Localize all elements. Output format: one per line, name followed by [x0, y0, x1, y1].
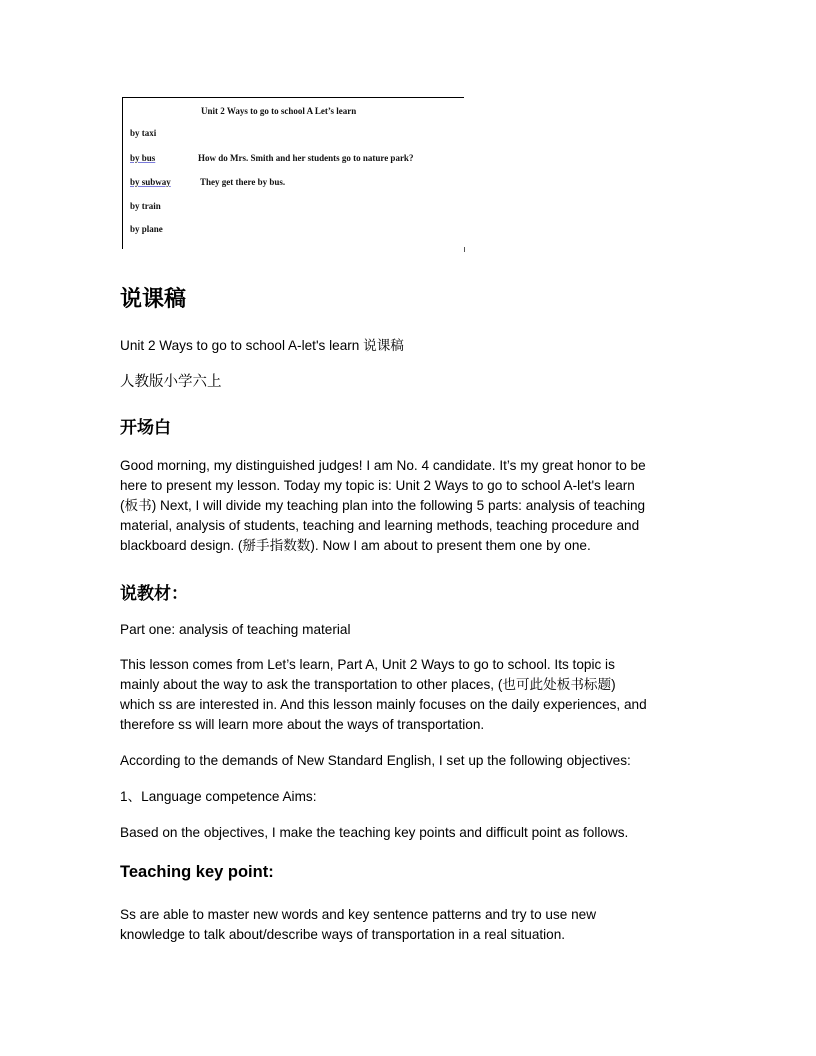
key-point-heading: Teaching key point:	[120, 863, 274, 881]
board-answer: They get there by bus.	[200, 177, 286, 187]
opening-line: Good morning, my distinguished judges! I am No. 4 candidate. It’s my great honor to be	[120, 458, 646, 473]
publisher-line: 人教版小学六上	[120, 374, 222, 390]
blackboard-design-image	[122, 97, 466, 253]
opening-line: material, analysis of students, teaching and learning methods, teaching procedure and	[120, 518, 640, 533]
lesson-line: therefore ss will learn more about the ways of transportation.	[120, 717, 485, 732]
board-item-bus: by bus	[130, 153, 156, 163]
language-aims-line: 1、Language competence Aims:	[120, 789, 317, 804]
board-question: How do Mrs. Smith and her students go to nature park?	[198, 153, 414, 163]
opening-line: here to present my lesson. Today my topic is: Unit 2 Ways to go to school A-let's learn	[120, 478, 635, 493]
subtitle: Unit 2 Ways to go to school A-let's learn 说课稿	[120, 338, 404, 353]
board-item-subway: by subway	[130, 177, 171, 187]
opening-line: blackboard design. (掰手指数数). Now I am about to present them one by one.	[120, 538, 591, 553]
main-heading: 说课稿	[120, 287, 187, 312]
key-point-paragraph	[120, 905, 596, 945]
lesson-line: mainly about the way to ask the transportation to other places, (也可此处板书标题)	[120, 677, 616, 692]
board-left-border	[122, 97, 123, 249]
key-point-line: Ss are able to master new words and key sentence patterns and try to use new	[120, 907, 597, 922]
lesson-line: which ss are interested in. And this lesson mainly focuses on the daily experiences, and	[120, 697, 647, 712]
board-title: Unit 2 Ways to go to school A Let’s learn	[201, 106, 357, 116]
key-point-line: knowledge to talk about/describe ways of transportation in a real situation.	[120, 927, 566, 942]
key-points-intro: Based on the objectives, I make the teaching key points and difficult point as follows.	[120, 825, 629, 840]
part-one-line: Part one: analysis of teaching material	[120, 622, 351, 637]
board-corner-mark	[464, 247, 465, 252]
lesson-line: This lesson comes from Let’s learn, Part A, Unit 2 Ways to go to school. Its topic is	[120, 657, 615, 672]
board-top-border	[122, 97, 464, 98]
objectives-line: According to the demands of New Standard English, I set up the following objectives:	[120, 753, 631, 768]
opening-heading: 开场白	[120, 418, 171, 438]
opening-line: (板书) Next, I will divide my teaching plan into the following 5 parts: analysis of teaching	[120, 498, 646, 513]
board-item-taxi: by taxi	[130, 128, 157, 138]
opening-paragraph	[120, 456, 646, 556]
board-item-train: by train	[130, 201, 161, 211]
board-item-plane: by plane	[130, 224, 163, 234]
lesson-paragraph	[120, 655, 647, 735]
material-heading: 说教材：	[120, 584, 188, 604]
